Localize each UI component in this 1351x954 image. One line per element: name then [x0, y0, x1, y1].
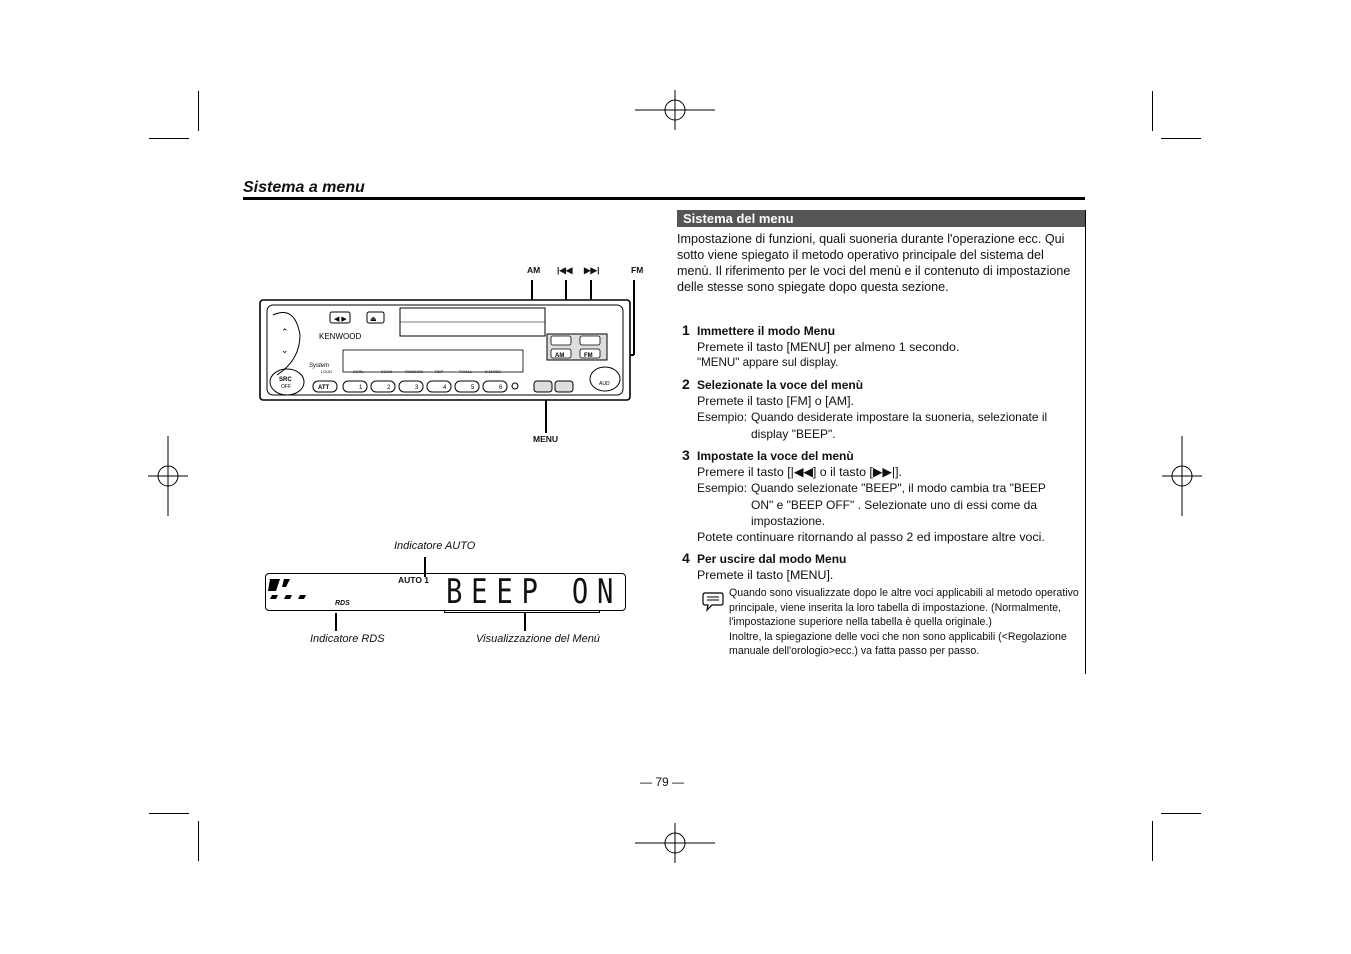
note-text: Quando sono visualizzate dopo le altre voci applicabili al metodo operativo principale, viene inserita la loro tabella di impostazione. (Normalmente, l'impostazione superiore nella tabella è quella originale.)	[729, 587, 1079, 629]
step-text: Potete continuare ritornando al passo 2 ed impostare altre voci.	[697, 530, 1045, 544]
car-stereo-drawing	[255, 275, 645, 435]
svg-text:⌄: ⌄	[281, 345, 289, 355]
under-label: RANDOM	[405, 369, 423, 374]
aud-button: AUD	[599, 381, 610, 387]
att-button: ATT	[318, 385, 330, 391]
under-label: D.MODE	[485, 369, 501, 374]
step-text: Premete il tasto [MENU] per almeno 1 secondo.	[697, 340, 960, 354]
under-label: SCRL	[353, 369, 364, 374]
note-text: Inoltre, la spiegazione delle voci che non sono applicabili (<Regolazione manuale dell'orologio>ecc.) va fatta passo per passo.	[729, 630, 1067, 658]
callout-line	[524, 613, 526, 631]
note	[729, 586, 1079, 659]
preset-button: 1	[359, 385, 363, 391]
label-menu: MENU	[533, 434, 559, 444]
label-next: ▶▶|	[584, 265, 600, 275]
bracket	[444, 610, 600, 613]
example-text: Quando selezionate "BEEP", il modo cambia tra "BEEP ON" e "BEEP OFF" . Selezionate uno di essi come da impostazione.	[751, 481, 1046, 528]
step-number: 3	[682, 447, 690, 463]
step-text: Premete il tasto [FM] o [AM].	[697, 394, 854, 408]
step-title: Immettere il modo Menu	[697, 324, 836, 338]
preset-button: 5	[471, 385, 475, 391]
src-button: SRC	[279, 377, 292, 383]
under-label: LOUD	[321, 369, 333, 374]
label-fm: FM	[631, 265, 644, 275]
step-text: Premete il tasto [MENU].	[697, 568, 834, 582]
step-text: Premere il tasto [|◀◀] o il tasto [▶▶|].	[697, 465, 903, 479]
step-title: Selezionate la voce del menù	[697, 378, 864, 392]
page-title: Sistema a menu	[243, 179, 365, 196]
registration-mark-bottom	[635, 823, 715, 863]
step-number: 4	[682, 550, 690, 566]
step-text: "MENU" appare sul display.	[697, 356, 839, 369]
example-text: Quando desiderate impostare la suoneria, selezionate il display "BEEP".	[751, 410, 1048, 441]
fm-button: FM	[584, 353, 593, 359]
intro-paragraph: Impostazione di funzioni, quali suoneria durante l'operazione ecc. Qui sotto viene spiegato il metodo operativo principale del sistema del menù. Il riferimento per le voci del menù e il contenuto di impostazione delle stesse sono spiegate dopo questa sezione.	[677, 232, 1071, 294]
system-label: System	[309, 363, 330, 369]
caption-auto: Indicatore AUTO	[394, 540, 476, 552]
lcd-segments	[268, 577, 318, 601]
auto-indicator: AUTO 1	[398, 575, 430, 585]
preset-button: 3	[415, 385, 419, 391]
under-label: REP	[435, 369, 444, 374]
preset-button: 4	[443, 385, 447, 391]
step-number: 2	[682, 376, 690, 392]
svg-text:⌃: ⌃	[281, 327, 289, 337]
step-title: Per uscire dal modo Menu	[697, 552, 847, 566]
svg-text:◀ ▶: ◀ ▶	[334, 316, 347, 323]
under-label: SCAN	[381, 369, 393, 374]
section-title: Sistema del menu	[677, 210, 1085, 227]
preset-button: 2	[387, 385, 391, 391]
label-prev: |◀◀	[557, 265, 573, 275]
step-number: 1	[682, 322, 690, 338]
rds-indicator: RDS	[335, 600, 350, 607]
caption-rds: Indicatore RDS	[310, 633, 385, 645]
callout-line	[335, 613, 337, 631]
caption-menu: Visualizzazione del Menú	[476, 633, 600, 645]
page-number: — 79 —	[640, 775, 685, 789]
menu-display-text: BEEP ON	[446, 572, 623, 612]
preset-button: 6	[499, 385, 503, 391]
src-sub: OFF	[281, 384, 291, 390]
label-am: AM	[527, 265, 541, 275]
registration-mark-left	[148, 436, 188, 516]
brand-logo: KENWOOD	[319, 332, 362, 341]
example-label: Esempio:	[697, 481, 748, 495]
am-button: AM	[555, 353, 565, 359]
registration-mark-right	[1162, 436, 1202, 516]
step-title: Impostate la voce del menù	[697, 449, 854, 463]
under-label: T.CALL	[459, 369, 473, 374]
heading-divider	[243, 197, 1085, 200]
column-divider	[1085, 210, 1086, 674]
speech-bubble-icon	[702, 590, 724, 612]
registration-mark-top	[635, 90, 715, 130]
example-label: Esempio:	[697, 410, 748, 424]
svg-text:⏏: ⏏	[370, 316, 377, 323]
